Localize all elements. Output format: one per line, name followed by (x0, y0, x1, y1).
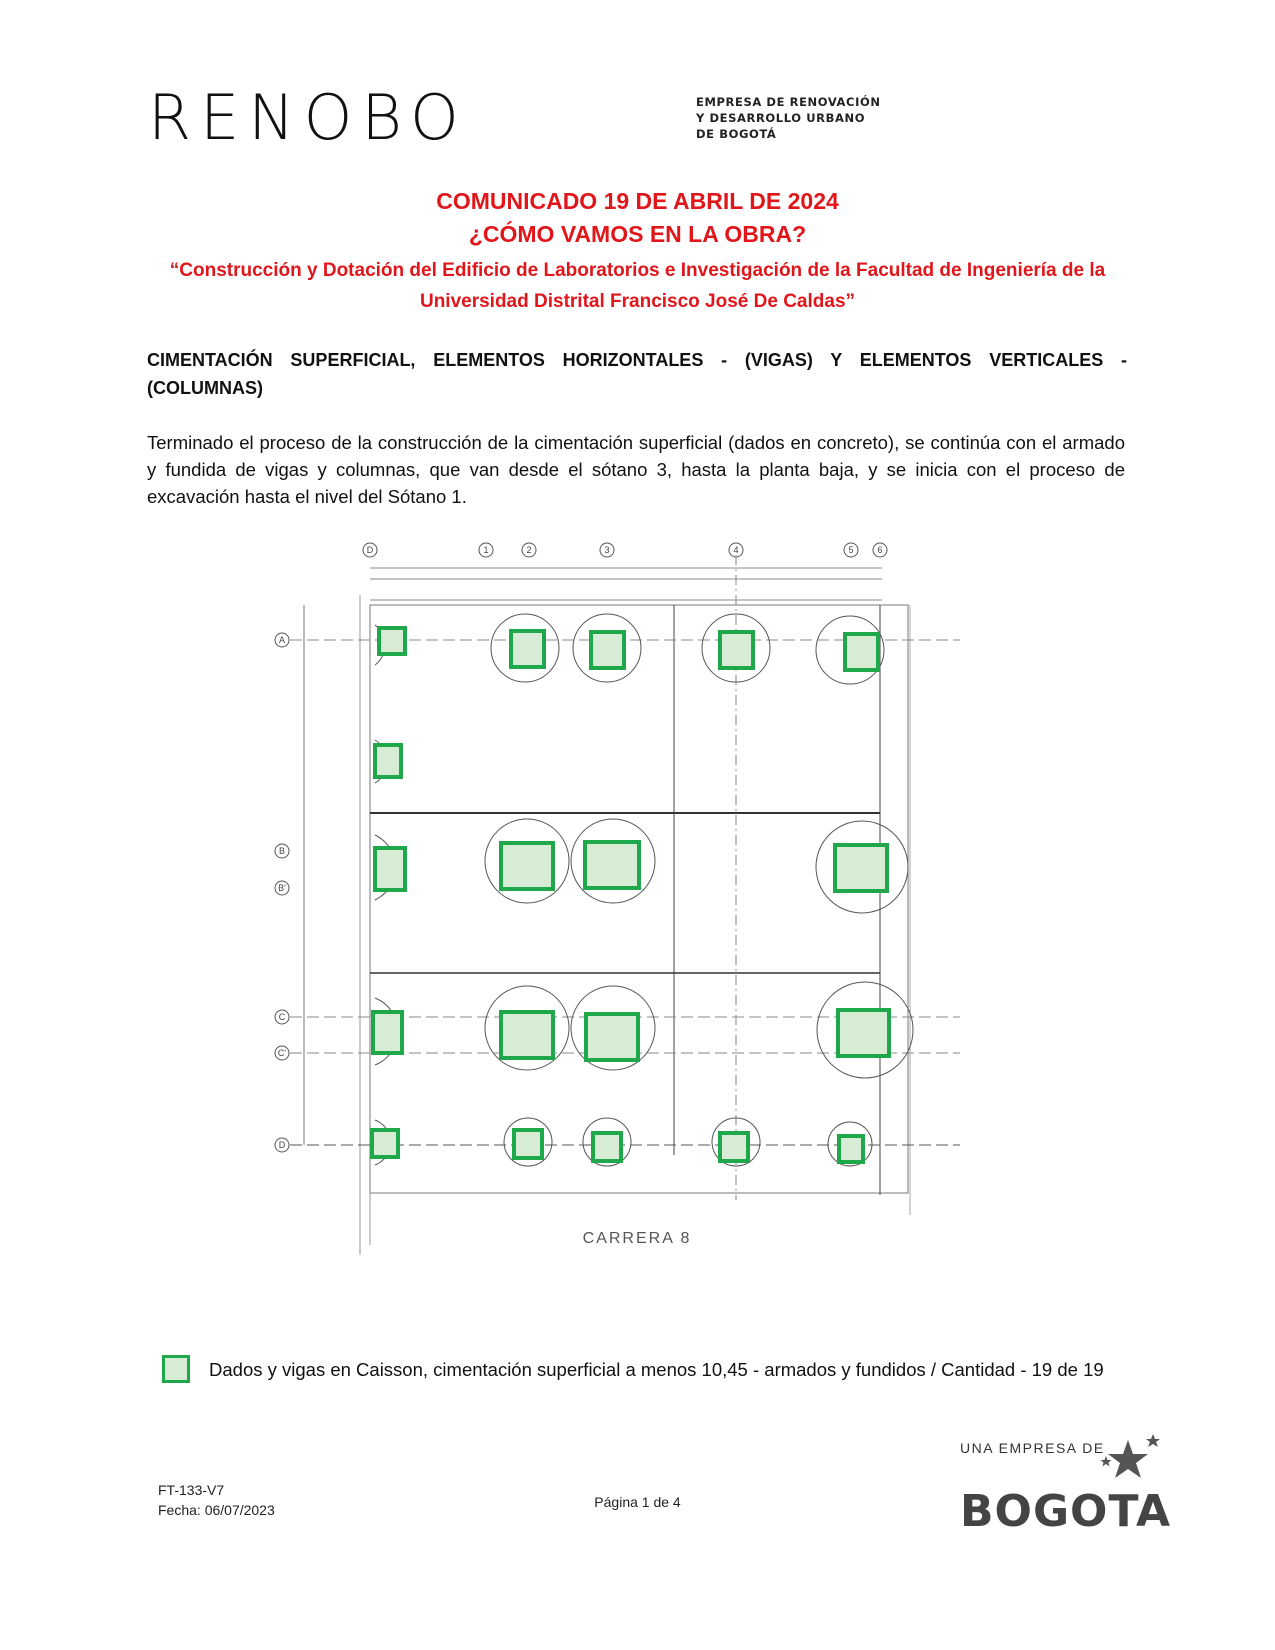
axis-label: D (278, 1140, 286, 1150)
project-name-line: “Construcción y Dotación del Edificio de Laboratorios e Investigación de la Facultad de Ingeniería de la (169, 260, 1106, 281)
caisson-block (838, 1010, 889, 1056)
caisson-block (720, 1133, 748, 1161)
column-axis-markers (363, 543, 887, 557)
caisson-block (593, 1133, 621, 1161)
logo-subtitle-line: EMPRESA DE RENOVACIÓN (696, 95, 881, 109)
caisson-highlights (372, 628, 889, 1162)
logo-subtitle-line: DE BOGOTÁ (696, 127, 777, 141)
bogota-logo-tagline: UNA EMPRESA DE (960, 1440, 1105, 1456)
axis-label: B' (278, 883, 286, 893)
foundation-plan (270, 545, 1010, 1300)
star-icon (1098, 1432, 1168, 1492)
axis-label: 4 (733, 545, 739, 555)
communique-title: COMUNICADO 19 DE ABRIL DE 2024 (436, 188, 839, 214)
axis-label: 1 (483, 545, 489, 555)
bogota-logo (960, 1440, 1180, 1560)
caisson-block (511, 631, 544, 667)
logo-subtitle-line: Y DESARROLLO URBANO (696, 111, 866, 125)
caisson-block (379, 628, 405, 654)
axis-label: C' (277, 1048, 287, 1058)
axis-label: 3 (604, 545, 610, 555)
bogota-logo-wordmark: BOGOTA (960, 1486, 1172, 1537)
caisson-block (375, 745, 401, 777)
body-paragraph: Terminado el proceso de la construcción de la cimentación superficial (dados en concreto), se continúa con el armado y fundida de vigas y columnas, que van desde el sótano 3, hasta la planta baja, y se inicia con el proceso de excavación hasta el nivel del Sótano 1. (147, 432, 1125, 507)
caisson-block (720, 632, 753, 668)
project-name-line: Universidad Distrital Francisco José De Caldas” (419, 291, 856, 312)
caisson-block (839, 1136, 863, 1162)
section-heading: CIMENTACIÓN SUPERFICIAL, ELEMENTOS HORIZONTALES - (VIGAS) Y ELEMENTOS VERTICALES - (COLUMNAS) (147, 350, 1127, 398)
caisson-block (591, 632, 624, 668)
axis-label: D (366, 545, 374, 555)
caisson-block (514, 1130, 542, 1158)
project-name (0, 255, 1275, 317)
caisson-block (585, 842, 639, 888)
axis-label: C (278, 1012, 286, 1022)
axis-label: 6 (877, 545, 883, 555)
logo-subtitle (696, 94, 916, 142)
street-label: CARRERA 8 (582, 1230, 692, 1247)
axis-label: 2 (526, 545, 532, 555)
caisson-block (835, 845, 887, 891)
legend-text: Dados y vigas en Caisson, cimentación superficial a menos 10,45 - armados y fundidos / Cantidad - 19 de 19 (209, 1359, 1104, 1380)
caisson-block (372, 1130, 398, 1157)
footer-code: FT-133-V7 (158, 1482, 225, 1498)
caisson-block (501, 843, 553, 889)
caisson-block (375, 848, 405, 890)
caisson-block (586, 1014, 638, 1060)
caisson-block (845, 634, 878, 670)
caisson-block (373, 1012, 402, 1053)
axis-label: A (278, 635, 286, 645)
logo-wordmark: RENOBO (148, 81, 468, 154)
caisson-block (501, 1012, 553, 1058)
page-number: Página 1 de 4 (594, 1494, 681, 1510)
axis-label: B (278, 846, 286, 856)
communique-subtitle: ¿CÓMO VAMOS EN LA OBRA? (468, 221, 807, 247)
footer-date: Fecha: 06/07/2023 (158, 1502, 275, 1518)
axis-label: 5 (848, 545, 854, 555)
